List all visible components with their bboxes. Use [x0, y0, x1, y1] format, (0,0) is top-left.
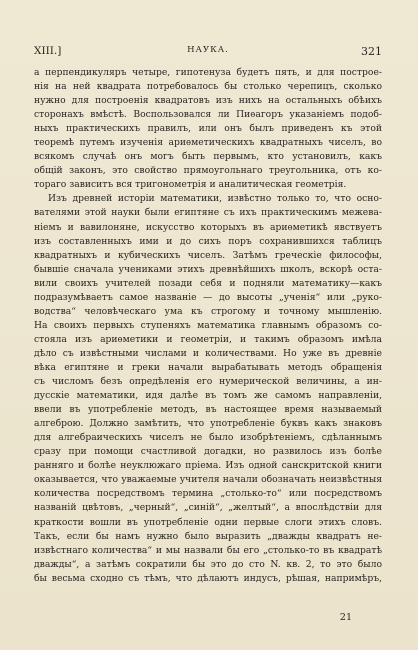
paragraph-2: [34, 192, 382, 585]
text-line: алгеброю. Должно замѣтить, что употребленіе буквъ какъ знаковъ: [34, 418, 382, 430]
text-line: для алгебраическихъ чиселъ не было изобрѣтеніемъ, сдѣланнымъ: [34, 432, 382, 444]
text-line: квадратныхъ и кубическихъ чиселъ. Затѣмъ греческіе философы,: [34, 249, 382, 261]
paragraph-1: [34, 66, 382, 192]
text-line: теоремѣ путемъ изученія ариѳметическихъ квадратныхъ чиселъ, во: [34, 137, 382, 149]
text-line: всякомъ случаѣ онъ могъ быть первымъ, кто установилъ, какъ: [34, 151, 382, 163]
text-line: сторонахъ вмѣстѣ. Воспользовался ли Пиѳагоръ указаніемъ подоб-: [34, 109, 382, 121]
chapter-marker: XIII.]: [34, 45, 62, 57]
text-line: ввели въ употребленіе методъ, въ настоящее время называемый: [34, 404, 382, 416]
page-number: 321: [361, 45, 382, 58]
text-line: ніемъ и вавилоняне, искусство которыхъ въ ариѳметикѣ явствуетъ: [34, 221, 382, 233]
text-line: ныхъ практическихъ правилъ, или онъ былъ приведенъ къ этой: [34, 123, 382, 135]
text-line: нужно для построенія квадратовъ изъ нихъ на остальныхъ обѣихъ: [34, 95, 382, 107]
text-line: дусскіе математики, идя далѣе въ томъ же самомъ направленіи,: [34, 390, 382, 402]
body-text: [34, 66, 382, 586]
text-line: водства“ человѣческаго ума къ строгому и точному мышленію.: [34, 305, 382, 317]
text-line: оказывается, что уважаемые учителя начали обозначать неизвѣстныя: [34, 474, 382, 486]
text-line: дѣло съ извѣстными числами и количествами. Но уже въ древніе: [34, 347, 382, 359]
text-line: бывшіе сначала учениками этихъ древнѣйшихъ школъ, вскорѣ оста-: [34, 263, 382, 275]
running-header: [34, 45, 382, 59]
text-line: извѣстнаго количества“ и мы назвали бы его „столько-то въ квадратѣ: [34, 544, 382, 556]
text-line: бы весьма сходно съ тѣмъ, что дѣлаютъ индусъ, рѣшая, напримѣръ,: [34, 572, 382, 584]
text-line: Изъ древней исторіи математики, извѣстно только то, что осно-: [48, 193, 382, 205]
text-line: дважды“, а затѣмъ сократили бы это до сто N. кв. 2, то это было: [34, 558, 382, 570]
text-line: названій цвѣтовъ, „черный“, „синій“, „желтый“, а впослѣдствіи для: [34, 502, 382, 514]
text-line: подразумѣваетъ самое названіе — до высоты „ученія“ или „руко-: [34, 291, 382, 303]
text-line: На своихъ первыхъ ступеняхъ математика главнымъ образомъ со-: [34, 319, 382, 331]
text-line: а перпендикуляръ четыре, гипотенуза будетъ пять, и для построе-: [34, 67, 382, 78]
signature-mark: 21: [339, 612, 352, 623]
text-line: ранняго и болѣе неуклюжаго пріема. Изъ одной санскритской книги: [34, 460, 382, 472]
text-line: количества посредствомъ термина „столько-то“ или посредствомъ: [34, 488, 382, 500]
text-line: вили своихъ учителей позади себя и подняли математику—какъ: [34, 277, 382, 289]
text-line: съ числомъ безъ опредѣленія его нумерической величины, а ин-: [34, 376, 382, 388]
text-line: сразу при помощи счастливой догадки, но развилось изъ болѣе: [34, 446, 382, 458]
text-line: вателями этой науки были египтяне съ ихъ практическимъ межева-: [34, 207, 382, 219]
text-line: тораго зависитъ вся тригонометрія и аналитическая геометрія.: [34, 179, 347, 191]
running-title: НАУКА.: [187, 45, 229, 55]
text-line: нія на ней квадрата потребовалось бы столько черепицъ, сколько: [34, 81, 382, 93]
text-line: стояла изъ ариѳметики и геометріи, и такимъ образомъ имѣла: [34, 333, 382, 345]
text-line: изъ составленныхъ ими и до сихъ поръ сохранившихся таблицъ: [34, 235, 382, 247]
text-line: Такъ, если бы намъ нужно было выразить „дважды квадратъ не-: [34, 530, 382, 542]
text-line: общій законъ, это свойство прямоугольнаго треугольника, отъ ко-: [34, 165, 382, 177]
text-line: краткости вошли въ употребленіе одни первые слоги этихъ словъ.: [34, 516, 382, 528]
text-line: вѣка египтяне и греки начали вырабатывать методъ обращенія: [34, 361, 382, 373]
